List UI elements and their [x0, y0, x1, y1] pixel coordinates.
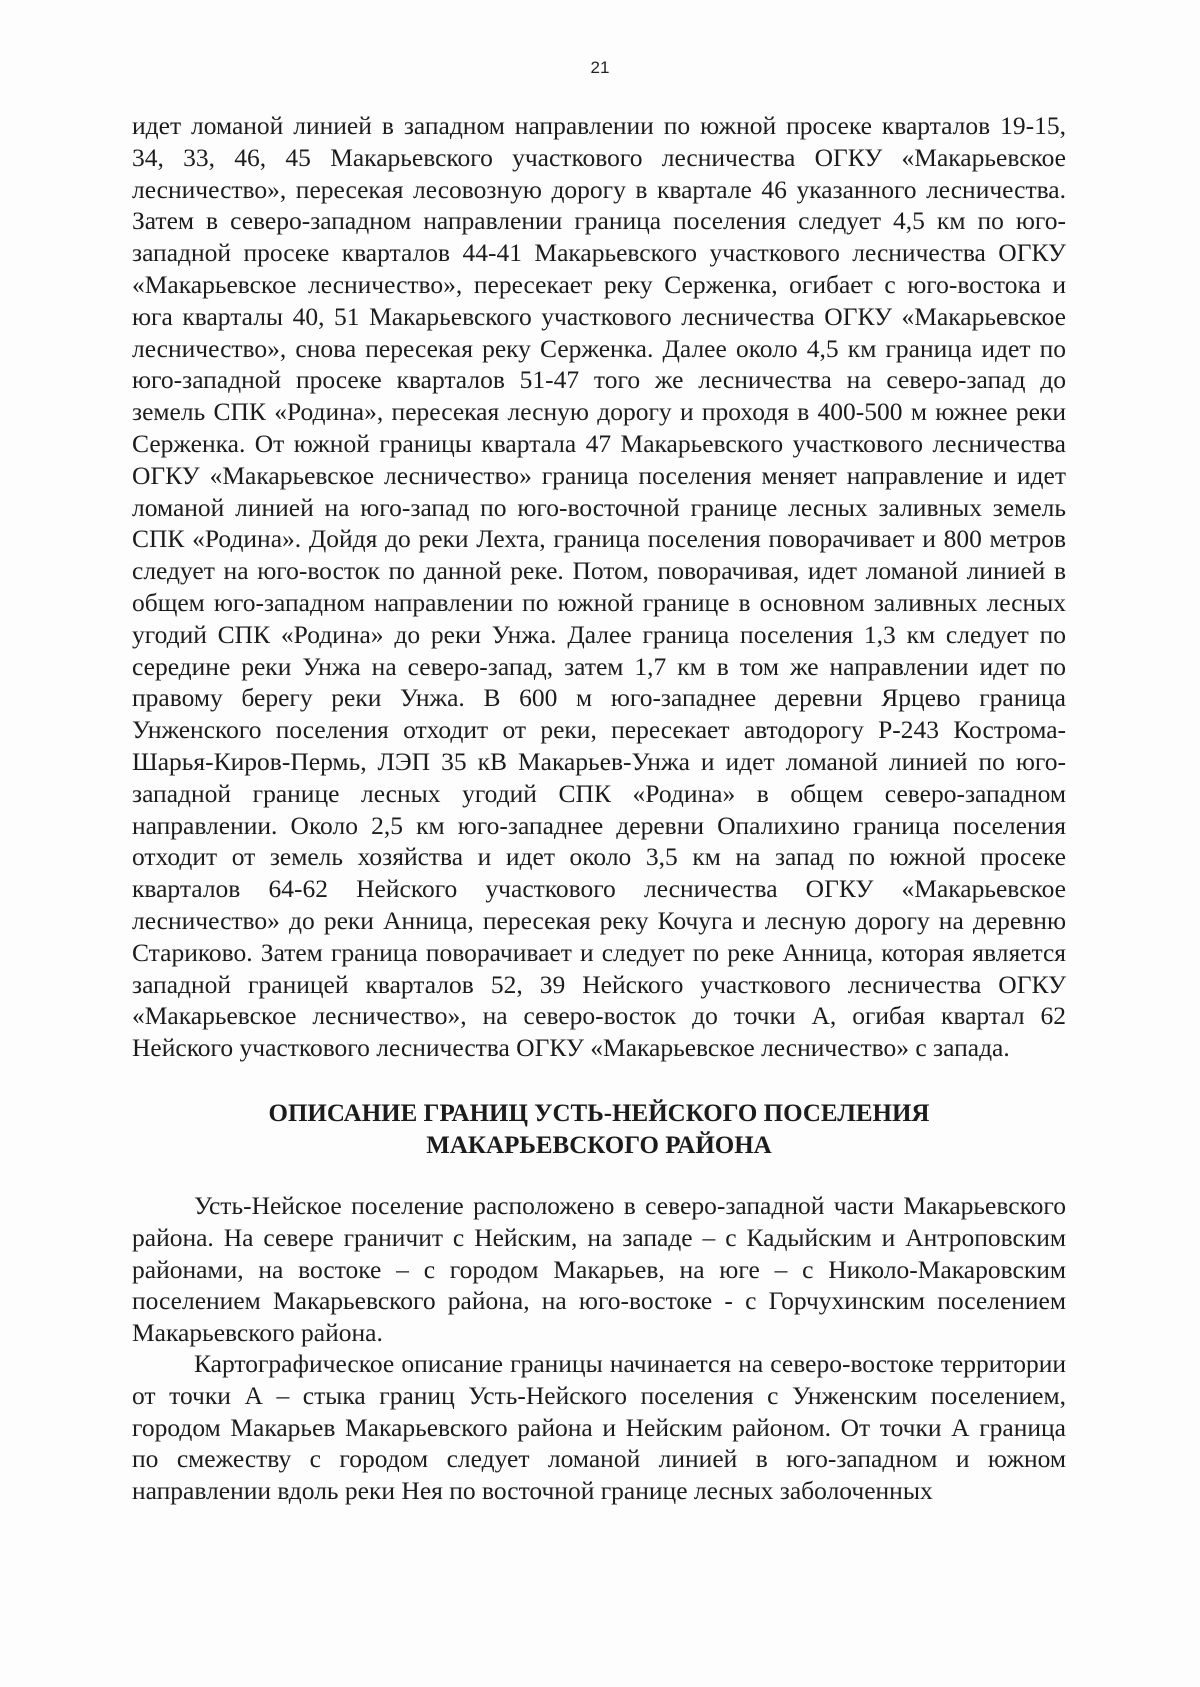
boundary-description-paragraph: Картографическое описание границы начинается на северо-востоке территории от точки А – стыка границ Усть-Нейского поселения с Унженским поселением, городом Макарьев Макарьевского района и Нейским районом. От точки А граница по смежеству с городом следует ломаной линией в юго-западном и южном направлении вдоль реки Нея по восточной границе лесных заболоченных [132, 1349, 1066, 1506]
heading-line-2: МАКАРЬЕВСКОГО РАЙОНА [426, 1132, 772, 1159]
continuation-paragraph: идет ломаной линией в западном направлении по южной просеке кварталов 19-15, 34, 33, 46, 45 Макарьевского участкового лесничества ОГКУ «Макарьевское лесничество», пересекая лесовозную дорогу в квартале 46 указанного лесничества. Затем в северо-западном направлении граница поселения следует 4,5 км по юго-западной просеке кварталов 44-41 Макарьевского участкового лесничества ОГКУ «Макарьевское лесничество», пересекает реку Серженка, огибает с юго-востока и юга кварталы 40, 51 Макарьевского участкового лесничества ОГКУ «Макарьевское лесничество», снова пересекая реку Серженка. Далее около 4,5 км граница идет по юго-западной просеке кварталов 51-47 того же лесничества на северо-запад до земель СПК «Родина», пересекая лесную дорогу и проходя в 400-500 м южнее реки Серженка. От южной границы квартала 47 Макарьевского участкового лесничества ОГКУ «Макарьевское лесничество» граница поселения меняет направление и идет ломаной линией на юго-запад по юго-восточной границе лесных заливных земель СПК «Родина». Дойдя до реки Лехта, граница поселения поворачивает и 800 метров следует на юго-восток по данной реке. Потом, поворачивая, идет ломаной линией в общем юго-западном направлении по южной границе в основном заливных лесных угодий СПК «Родина» до реки Унжа. Далее граница поселения 1,3 км следует по середине реки Унжа на северо-запад, затем 1,7 км в том же направлении идет по правому берегу реки Унжа. В 600 м юго-западнее деревни Ярцево граница Унженского поселения отходит от реки, пересекает автодорогу Р-243 Кострома-Шарья-Киров-Пермь, ЛЭП 35 кВ Макарьев-Унжа и идет ломаной линией по юго-западной границе лесных угодий СПК «Родина» в общем северо-западном направлении. Около 2,5 км юго-западнее деревни Опалихино граница поселения отходит от земель хозяйства и идет около 3,5 км на запад по южной просеке кварталов 64-62 Нейского участкового лесничества ОГКУ «Макарьевское лесничество» до реки Анница, пересекая реку Кочуга и лесную дорогу на деревню Стариково. Затем граница поворачивает и следует по реке Анница, которая является западной границей кварталов 52, 39 Нейского участкового лесничества ОГКУ «Макарьевское лесничество», на северо-восток до точки А, огибая квартал 62 Нейского участкового лесничества ОГКУ «Макарьевское лесничество» с запада. [132, 111, 1066, 1063]
section-heading [132, 1098, 1066, 1162]
page-number: 21 [590, 58, 610, 77]
heading-line-1: ОПИСАНИЕ ГРАНИЦ УСТЬ-НЕЙСКОГО ПОСЕЛЕНИЯ [268, 1100, 930, 1127]
settlement-overview-paragraph: Усть-Нейское поселение расположено в северо-западной части Макарьевского района. На севере граничит с Нейским, на западе – с Кадыйским и Антроповским районами, на востоке – с городом Макарьев, на юге – с Николо-Макаровским поселением Макарьевского района, на юго-востоке - с Горчухинским поселением Макарьевского района. [132, 1191, 1066, 1348]
